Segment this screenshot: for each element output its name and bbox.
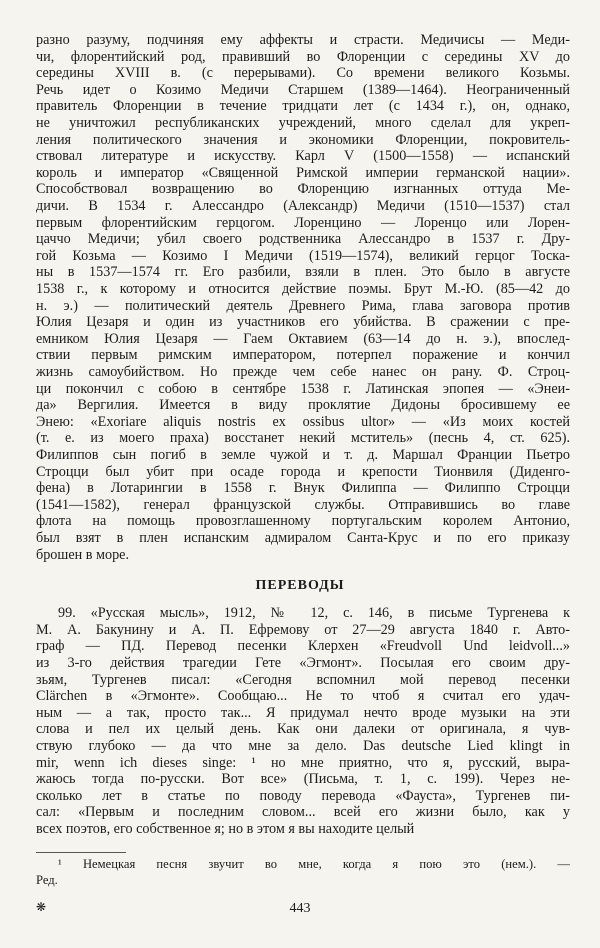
body-line: король и император «Священной Римской империи германской нации».: [36, 164, 570, 181]
footnote-line: ¹ Немецкая песня звучит во мне, когда я пою это (нем.). —: [58, 856, 570, 871]
body-line: ны в 1537—1574 гг. Его разбили, взяли в плен. Это было в августе: [36, 264, 570, 281]
body-line: ци покончил с собою в сентябре 1538 г. Латинская эпопея — «Энеи-: [36, 380, 570, 397]
section-line: граф — ПД. Перевод песенки Клерхен «Freudvoll Und leidvoll...»: [36, 638, 570, 655]
body-line: середины XVIII в. (с перерывами). Со времени великого Козьмы.: [36, 65, 570, 82]
body-line: н. э.) — политический деятель Древнего Рима, глава заговора против: [36, 297, 570, 314]
body-line: был взят в плен испанским адмиралом Санта-Крус и по его приказу: [36, 530, 570, 546]
printer-mark: ❋: [36, 899, 47, 914]
section-line: сал: «Первым и последним словом... всей его жизни было, как у: [36, 804, 570, 821]
body-line: ления политического значения и экономики Флоренции, покровитель-: [36, 131, 570, 148]
page-number: 443: [289, 900, 311, 916]
body-line: 1538 г., к которому и относится действие поэмы. Брут М.-Ю. (85—42 до: [36, 281, 570, 297]
footnote-rule: [36, 852, 126, 853]
section-line: ным — а так, просто так... Я придумал нечто вроде музыки на эти: [36, 704, 570, 721]
body-line: ствии первым римским императором, потерпел поражение и кончил: [36, 347, 570, 364]
body-line: фена) в Лотарингии в 1558 г. Внук Филиппа — Филиппо Строцци: [36, 480, 570, 497]
body-line: Речь идет о Козимо Медичи Старшем (1389—1464). Неограниченный: [36, 81, 570, 98]
section-heading: ПЕРЕВОДЫ: [255, 578, 345, 594]
body-line: брошен в море.: [36, 546, 130, 563]
section-line: слова и пел их целый день. Как они далеки от оригинала, я чув-: [36, 721, 570, 738]
body-line: Способствовал возвращению во Флоренцию изгнанных оттуда Ме-: [36, 181, 570, 198]
body-line: цаччо Медичи; убил своего родственника Алессандро в 1537 г. Дру-: [36, 231, 570, 248]
body-line: дичи. В 1534 г. Алессандро (Александр) Медичи (1510—1537) стал: [36, 198, 570, 214]
section-line: жаюсь тогда по-русски. Вот все» (Письма, т. 1, с. 199). Через не-: [36, 771, 570, 788]
body-line: гой Козьма — Козимо I Медичи (1519—1574), великий герцог Тоска-: [36, 247, 570, 264]
section-line: mir, wenn ich dieses singe: ¹ но мне приятно, что я, русский, выра-: [36, 754, 570, 771]
section-line: зьям, Тургенев писал: «Сегодня вспомнил мой перевод песенки: [36, 671, 570, 688]
body-line: Энею: «Exoriare aliquis nostris ex ossibus ultor» — «Из моих костей: [36, 413, 570, 430]
body-line: чи, флорентийский род, правивший во Флоренции с середины XV до: [36, 48, 570, 65]
body-line: первым флорентийским герцогом. Лоренцино — Лоренцо или Лорен-: [36, 214, 570, 231]
body-line: жизнь самоубийством. Но прежде чем себе нанес он рану. Ф. Строц-: [36, 364, 570, 380]
body-line: Филиппов сын погиб в земле чужой и т. д. Маршал Франции Пьетро: [36, 447, 570, 463]
body-line: разно разуму, подчиняя ему аффекты и страсти. Медичисы — Меди-: [36, 32, 570, 48]
section-line: Clärchen в «Эгмонте». Сообщаю... Не то чтоб я считал его удач-: [36, 688, 570, 705]
section-line: сколько лет в статье по поводу перевода «Фауста», Тургенев пи-: [36, 787, 570, 804]
body-line: Строцци был убит при осаде города и крепости Тионвиля (Диденго-: [36, 463, 570, 480]
body-line: не уничтожил республиканских учреждений, много сделал для укреп-: [36, 115, 570, 131]
body-line: да» Вергилия. Имеется в виду проклятие Дидоны бросившему ее: [36, 397, 570, 414]
footnote-line: Ред.: [36, 872, 58, 887]
body-line: (1541—1582), генерал французской службы. Отправившись во главе: [36, 496, 570, 513]
section-line: ствую глубоко — да что мне за дело. Das deutsche Lied klingt in: [36, 738, 570, 754]
section-line: М. А. Бакунину и А. П. Ефремову от 27—29 августа 1840 г. Авто-: [36, 621, 570, 638]
body-line: Юлия Цезаря и один из участников его убийства. В сражении с пре-: [36, 314, 570, 331]
body-line: емником Юлия Цезаря — Гаем Октавием (63—14 до н. э.), впослед-: [36, 330, 570, 347]
body-line: флота на помощь провозглашенному португальским королем Антонио,: [36, 513, 570, 530]
section-line: всех поэтов, его собственное я; но в этом я вы находите целый: [36, 821, 415, 837]
body-line: правитель Флоренции в течение тридцати лет (с 1434 г.), он, однако,: [36, 98, 570, 115]
section-line: из 3-го действия трагедии Гете «Эгмонт». Посылая его своим дру-: [36, 655, 570, 671]
section-line: 99. «Русская мысль», 1912, № 12, с. 146, в письме Тургенева к: [58, 605, 570, 622]
body-line: (т. е. из моего праха) восстанет некий мститель» (песнь 4, ст. 625).: [36, 430, 570, 447]
body-line: ствовал литературе и искусству. Карл V (1500—1558) — испанский: [36, 148, 570, 165]
